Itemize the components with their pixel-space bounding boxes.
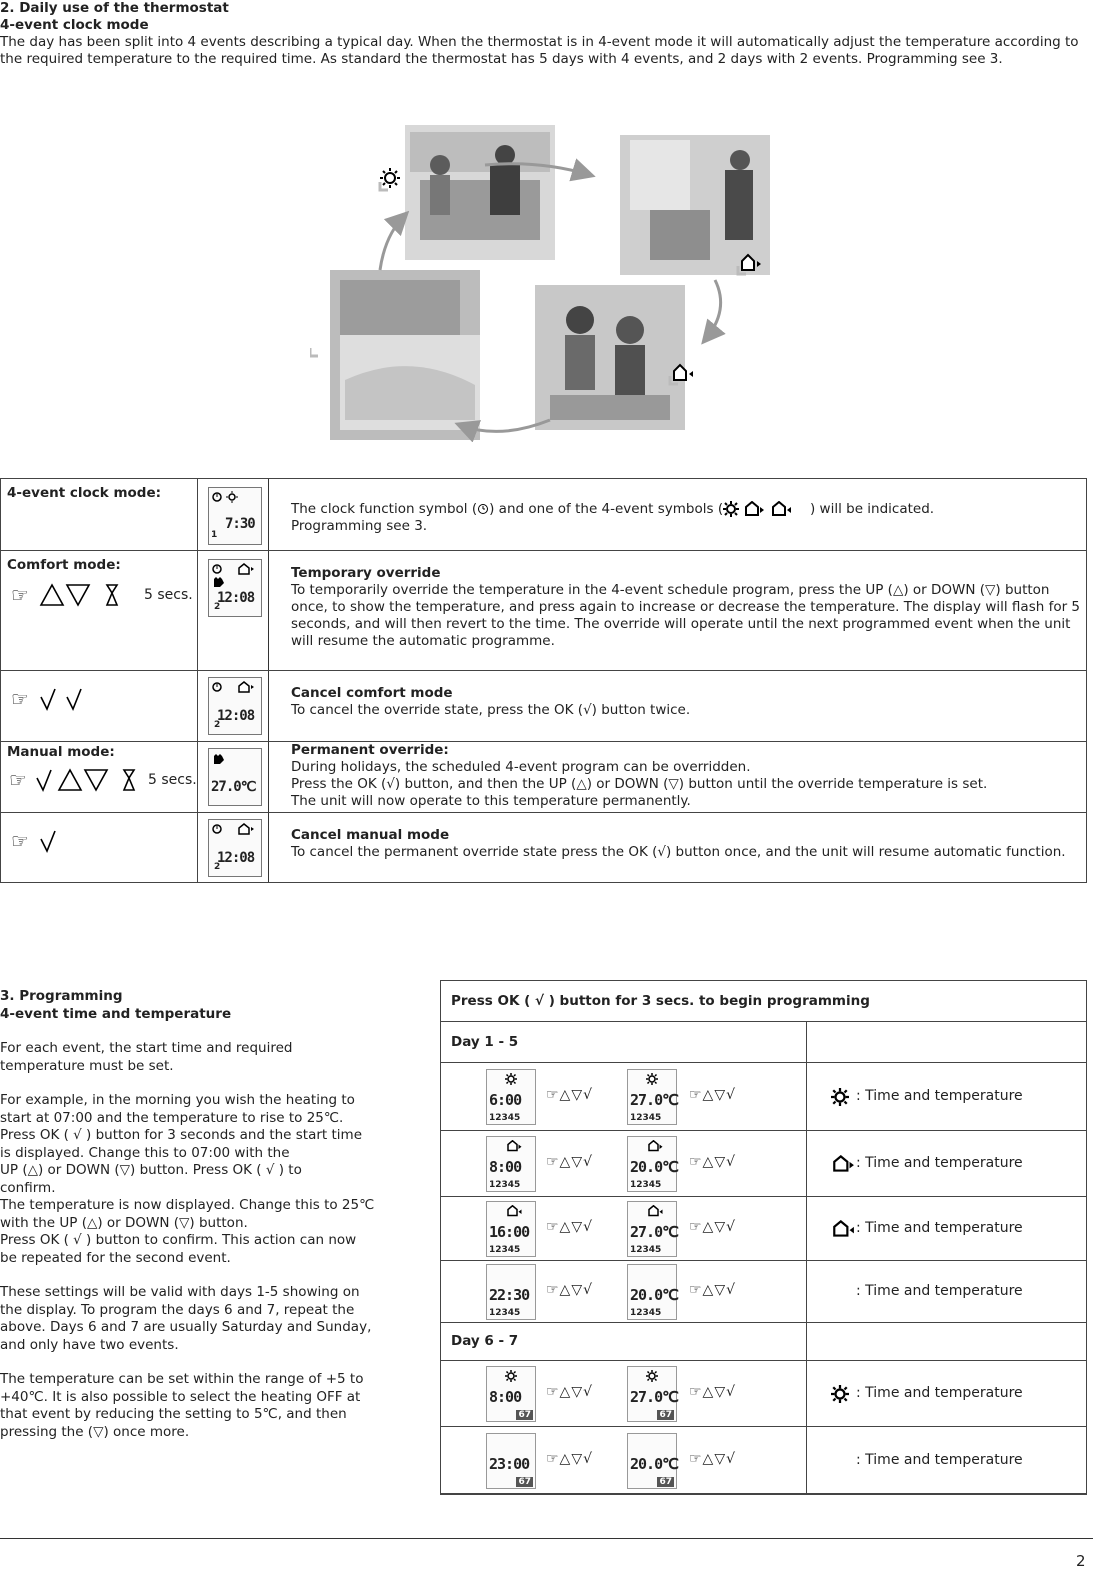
display-time: 6:00 xyxy=(489,1091,522,1109)
section-title: 3. Programming xyxy=(0,988,123,1004)
display-days: 12345 xyxy=(489,1245,521,1255)
time-display xyxy=(486,1264,536,1320)
sun-icon xyxy=(723,501,739,517)
svg-text:☞: ☞ xyxy=(11,687,29,711)
duration-label: 5 secs. xyxy=(144,587,193,603)
mode-label: 4-event clock mode: xyxy=(7,485,162,501)
sun-icon xyxy=(831,1088,849,1106)
sun-icon xyxy=(505,1370,517,1382)
display-day: 2 xyxy=(214,720,221,730)
table-row xyxy=(441,1427,1086,1494)
check-icon: √ xyxy=(657,844,666,860)
display-time: 7:30 xyxy=(225,516,255,532)
moon-icon xyxy=(505,1268,517,1280)
mode-row-cancel-manual xyxy=(1,813,1086,882)
display-time: 8:00 xyxy=(489,1388,522,1406)
programming-p2-line: confirm. xyxy=(0,1179,56,1196)
programming-p2-line: with the UP (△) or DOWN (▽) button. xyxy=(0,1214,248,1231)
day-group-label: Day 1 - 5 xyxy=(451,1034,519,1050)
key-sequence xyxy=(11,581,131,609)
thermostat-display xyxy=(208,677,262,735)
intro-section xyxy=(0,0,1090,68)
event-description: : Time and temperature xyxy=(856,1155,1023,1171)
mode-heading: Temporary override xyxy=(291,565,441,581)
duration-label: 5 secs. xyxy=(148,772,197,788)
display-temperature: 27.0℃ xyxy=(630,1388,678,1406)
home-out-icon xyxy=(831,1155,855,1173)
thermostat-display xyxy=(208,487,262,545)
morning-scene-image xyxy=(405,125,555,260)
mode-description-line1: During holidays, the scheduled 4-event program can be overridden. xyxy=(291,759,751,775)
display-temperature: 27.0℃ xyxy=(630,1223,678,1241)
up-triangle-icon: △ xyxy=(892,582,904,598)
sun-icon xyxy=(646,1370,658,1382)
day-group-row xyxy=(441,1323,1086,1361)
key-sequence xyxy=(11,685,101,713)
section-title: 2. Daily use of the thermostat xyxy=(0,0,229,16)
programming-table xyxy=(440,980,1087,1495)
key-sequence: ☞△▽√ xyxy=(546,1087,594,1103)
event-description: : Time and temperature xyxy=(856,1385,1023,1401)
display-time: 23:00 xyxy=(489,1455,530,1473)
display-days: 12345 xyxy=(630,1245,662,1255)
sun-icon xyxy=(505,1073,517,1085)
moon-icon xyxy=(831,1452,849,1470)
thermostat-display xyxy=(208,748,262,806)
display-temperature: 27.0℃ xyxy=(211,779,256,795)
mode-row-comfort xyxy=(1,551,1086,671)
programming-p2-line: start at 07:00 and the temperature to rise to 25℃. xyxy=(0,1109,344,1126)
mode-description: To temporarily override the temperature in the 4-event schedule program, press the UP (△) or DOWN (▽) button once, to show the temperature, and press again to increase or decrease the temperature. The display will flash for 5 seconds, and will then revert to the time. The override will operate until the next programmed event when the unit will resume the automatic programme. xyxy=(291,582,1081,649)
temperature-display xyxy=(627,1366,677,1422)
display-time: 16:00 xyxy=(489,1223,530,1241)
up-triangle-icon: △ xyxy=(576,776,587,792)
moon-icon xyxy=(831,1283,849,1301)
display-days: 67 xyxy=(659,1477,672,1487)
display-days: 12345 xyxy=(489,1308,521,1318)
key-sequence: ☞△▽√ xyxy=(546,1282,594,1298)
display-day: 2 xyxy=(214,862,221,872)
mode-heading: Permanent override: xyxy=(291,742,449,758)
home-out-icon xyxy=(505,1140,523,1152)
display-day: 1 xyxy=(211,530,218,540)
programming-p2 xyxy=(0,1092,385,1267)
temperature-display xyxy=(627,1136,677,1192)
home-out-icon xyxy=(743,501,765,517)
table-row xyxy=(441,1197,1086,1261)
display-days: 12345 xyxy=(630,1113,662,1123)
programming-p2-line: For example, in the morning you wish the heating to xyxy=(0,1092,355,1108)
table-header-row xyxy=(441,981,1086,1022)
event-description: : Time and temperature xyxy=(856,1088,1023,1104)
time-display xyxy=(486,1136,536,1192)
temperature-display xyxy=(627,1264,677,1320)
display-days: 67 xyxy=(518,1477,531,1487)
table-row xyxy=(441,1063,1086,1131)
display-time: 12:08 xyxy=(217,590,255,606)
time-display xyxy=(486,1366,536,1422)
svg-text:☞: ☞ xyxy=(9,768,27,792)
moon-icon xyxy=(646,1268,658,1280)
key-sequence: ☞△▽√ xyxy=(689,1384,737,1400)
thermostat-display xyxy=(208,819,262,877)
svg-text:☞: ☞ xyxy=(11,583,29,607)
display-temperature: 27.0℃ xyxy=(630,1091,678,1109)
footer-rule xyxy=(0,1538,1093,1539)
programming-p2-line: UP (△) or DOWN (▽) button. Press OK ( √ ) to xyxy=(0,1162,302,1178)
down-triangle-icon: ▽ xyxy=(985,582,996,598)
programming-p2-line: be repeated for the second event. xyxy=(0,1249,231,1266)
key-sequence: ☞△▽√ xyxy=(689,1154,737,1170)
display-days: 67 xyxy=(518,1410,531,1420)
home-in-icon xyxy=(831,1220,855,1238)
mode-description-line2: Programming see 3. xyxy=(291,518,428,534)
programming-p2-line: The temperature is now displayed. Change this to 25℃ xyxy=(0,1197,375,1213)
display-days: 12345 xyxy=(489,1113,521,1123)
check-icon: √ xyxy=(386,776,395,792)
display-time: 12:08 xyxy=(217,708,255,724)
thermostat-display xyxy=(208,559,262,617)
mode-heading: Cancel manual mode xyxy=(291,827,450,843)
daily-events-illustration xyxy=(310,120,780,442)
day-group-label: Day 6 - 7 xyxy=(451,1333,519,1349)
event-description: : Time and temperature xyxy=(856,1220,1023,1236)
home-in-icon xyxy=(505,1205,523,1217)
programming-p4: The temperature can be set within the range of +5 to +40℃. It is also possible to select the heating OFF at that event by reducing the setting to 5℃, and then pressing the (▽) once more. xyxy=(0,1371,364,1440)
display-temperature: 20.0℃ xyxy=(630,1455,678,1473)
home-in-icon xyxy=(770,501,792,517)
table-row xyxy=(441,1261,1086,1323)
moon-icon xyxy=(310,336,323,356)
mode-description-line2: Press the OK (√) button, and then the UP (△) or DOWN (▽) button until the override temperature is set. xyxy=(291,776,988,792)
mode-label: Comfort mode: xyxy=(7,557,121,573)
display-days: 12345 xyxy=(489,1180,521,1190)
table-row xyxy=(441,1361,1086,1427)
time-display xyxy=(486,1069,536,1125)
table-row xyxy=(441,1131,1086,1197)
mode-description-line3: The unit will now operate to this temperature permanently. xyxy=(291,793,691,809)
mode-table xyxy=(0,478,1087,883)
display-day: 2 xyxy=(214,602,221,612)
temperature-display xyxy=(627,1433,677,1489)
key-sequence xyxy=(9,766,139,794)
key-sequence: ☞△▽√ xyxy=(546,1451,594,1467)
key-sequence: ☞△▽√ xyxy=(689,1451,737,1467)
moon-icon xyxy=(796,501,810,517)
programming-p2-line: Press OK ( √ ) button to confirm. This action can now xyxy=(0,1232,357,1248)
time-display xyxy=(486,1201,536,1257)
programming-p2-line: Press OK ( √ ) button for 3 seconds and the start time xyxy=(0,1127,362,1143)
mode-description: The clock function symbol ( ) and one of the 4-event symbols ( ) will be indicated. xyxy=(291,501,935,517)
day-group-row xyxy=(441,1022,1086,1063)
display-days: 67 xyxy=(659,1410,672,1420)
mode-label: Manual mode: xyxy=(7,744,115,760)
display-time: 8:00 xyxy=(489,1158,522,1176)
clock-icon xyxy=(477,503,489,515)
key-sequence: ☞△▽√ xyxy=(546,1154,594,1170)
home-out-icon xyxy=(646,1140,664,1152)
section-subtitle: 4-event time and temperature xyxy=(0,1005,232,1022)
mode-heading: Cancel comfort mode xyxy=(291,685,453,701)
svg-text:☞: ☞ xyxy=(11,829,29,853)
moon-icon xyxy=(646,1437,658,1449)
leaving-scene-image xyxy=(620,135,770,275)
display-temperature: 20.0℃ xyxy=(630,1286,678,1304)
mode-row-manual xyxy=(1,742,1086,813)
sun-icon xyxy=(646,1073,658,1085)
mode-description: To cancel the override state, press the OK (√) button twice. xyxy=(291,702,691,718)
section-subtitle: 4-event clock mode xyxy=(0,17,149,33)
key-sequence: ☞△▽√ xyxy=(689,1087,737,1103)
mode-description: To cancel the permanent override state press the OK (√) button once, and the unit will resume automatic function. xyxy=(291,844,1066,860)
mode-row-4-event xyxy=(1,479,1086,551)
mode-row-cancel-comfort xyxy=(1,671,1086,742)
programming-p2-line: is displayed. Change this to 07:00 with the xyxy=(0,1144,290,1161)
display-days: 12345 xyxy=(630,1180,662,1190)
event-description: : Time and temperature xyxy=(856,1452,1023,1468)
page-number: 2 xyxy=(1076,1552,1086,1570)
temperature-display xyxy=(627,1069,677,1125)
display-days: 12345 xyxy=(630,1308,662,1318)
display-time: 12:08 xyxy=(217,850,255,866)
key-sequence: ☞△▽√ xyxy=(689,1219,737,1235)
table-header: Press OK ( √ ) button for 3 secs. to begin programming xyxy=(451,993,870,1009)
down-triangle-icon: ▽ xyxy=(668,776,679,792)
display-temperature: 20.0℃ xyxy=(630,1158,678,1176)
programming-p1: For each event, the start time and required temperature must be set. xyxy=(0,1040,293,1074)
event-description: : Time and temperature xyxy=(856,1283,1023,1299)
time-display xyxy=(486,1433,536,1489)
check-icon: √ xyxy=(583,702,592,718)
programming-p3: These settings will be valid with days 1-5 showing on the display. To program the days 6 and 7, repeat the above. Days 6 and 7 are usually Saturday and Sunday, and only have two events. xyxy=(0,1284,372,1353)
night-scene-image xyxy=(330,270,480,440)
temperature-display xyxy=(627,1201,677,1257)
home-in-icon xyxy=(646,1205,664,1217)
sun-icon xyxy=(831,1385,849,1403)
display-time: 22:30 xyxy=(489,1286,530,1304)
sun-icon xyxy=(380,168,400,190)
moon-icon xyxy=(505,1437,517,1449)
key-sequence: ☞△▽√ xyxy=(546,1219,594,1235)
key-sequence: ☞△▽√ xyxy=(689,1282,737,1298)
intro-body: The day has been split into 4 events describing a typical day. When the thermostat is in 4-event mode it will automatically adjust the temperature according to the required temperature to the required time. As standard the thermostat has 5 days with 4 events, and 2 days with 2 events. Programming see 3. xyxy=(0,34,1079,67)
programming-section xyxy=(0,988,385,1441)
key-sequence xyxy=(11,827,71,855)
key-sequence: ☞△▽√ xyxy=(546,1384,594,1400)
evening-scene-image xyxy=(535,285,685,430)
